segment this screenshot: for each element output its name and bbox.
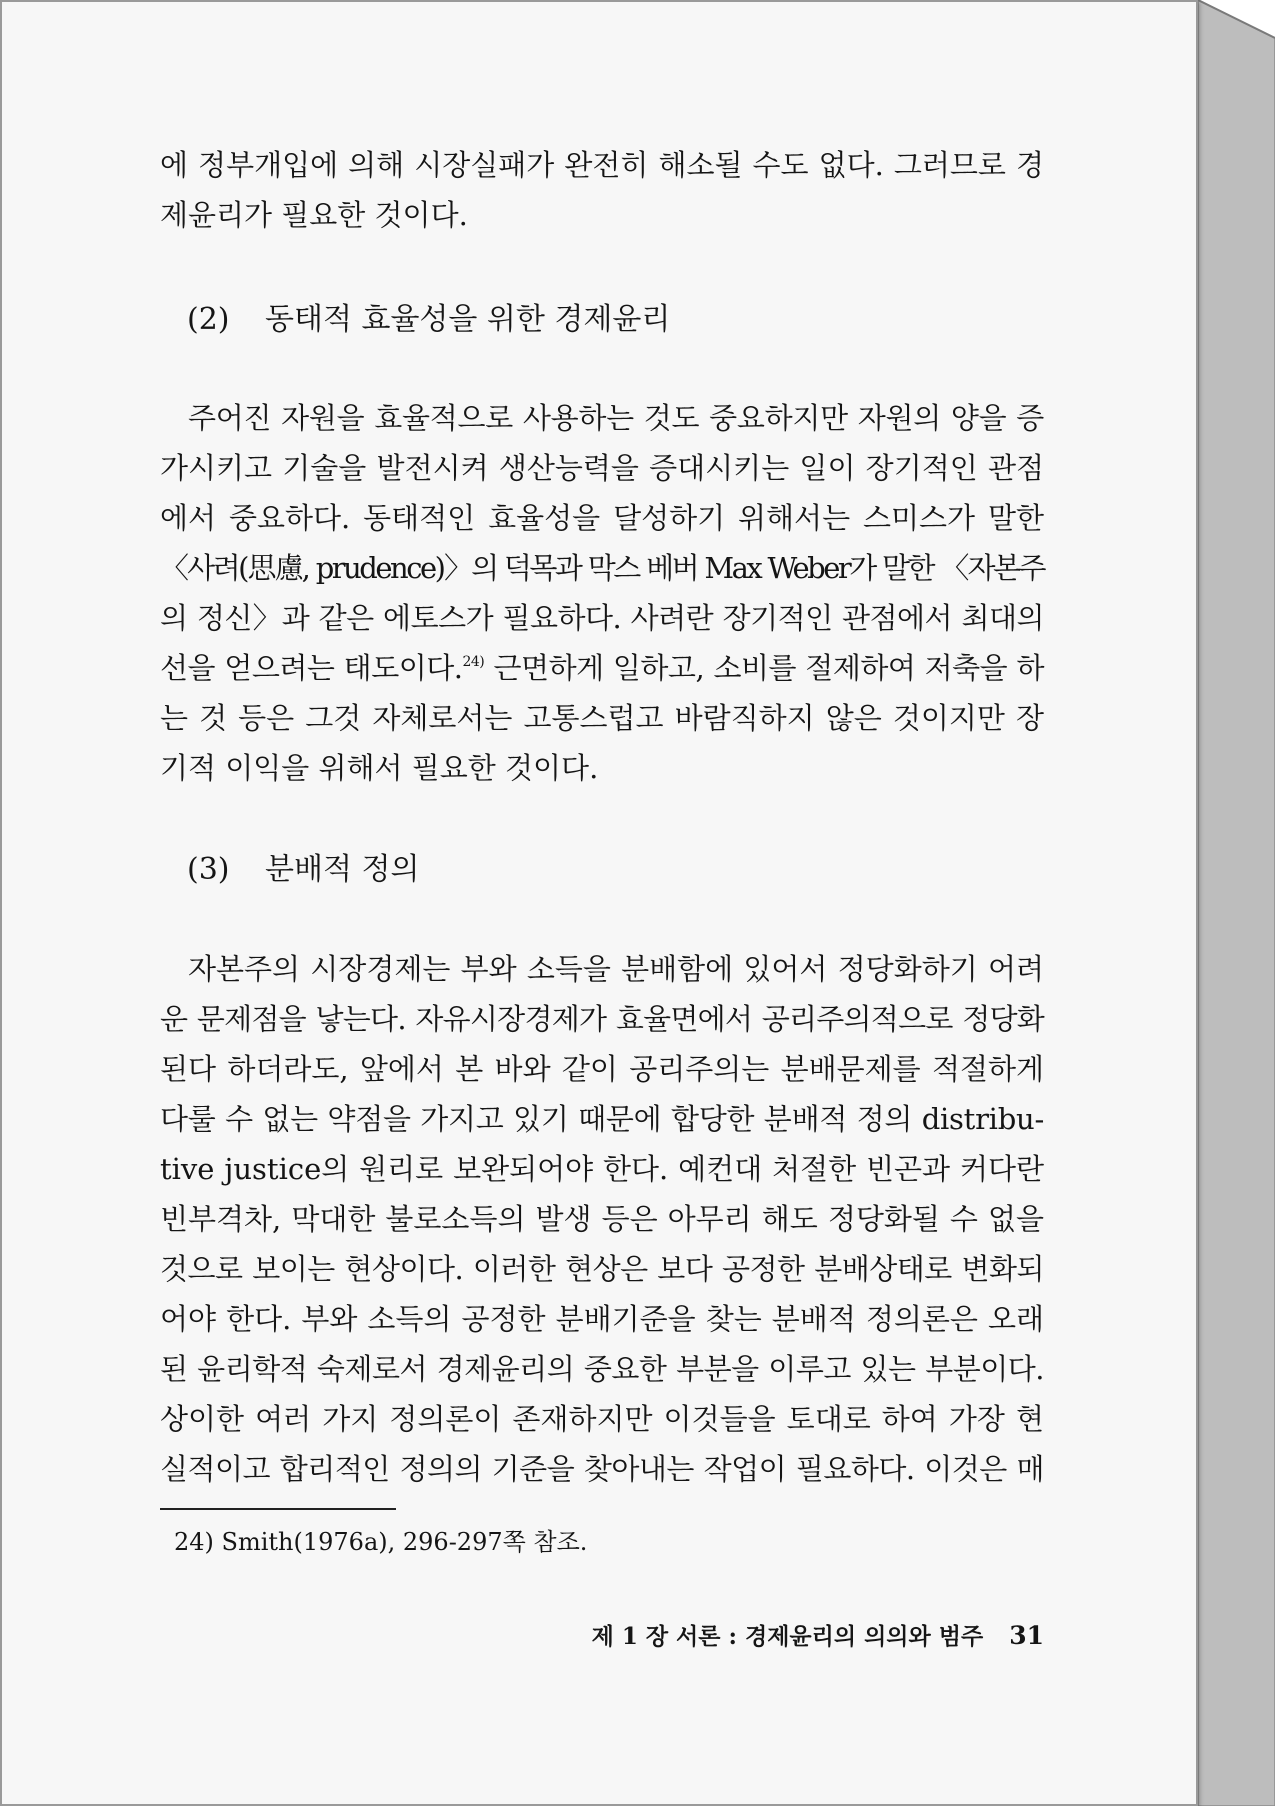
body-text: 근면하게 일하고, 소비를 절제하여 저축을 하 (484, 651, 1045, 685)
body-line: 제윤리가 필요한 것이다. (160, 198, 468, 232)
body-line: 〈사려(思慮, prudence)〉의 덕목과 막스 베버 Max Weber가 말한 〈자본주 (160, 551, 1044, 585)
body-line: 기적 이익을 위해서 필요한 것이다. (160, 751, 599, 785)
paragraph-first-line: 자본주의 시장경제는 부와 소득을 분배함에 있어서 정당화하기 어려 (188, 952, 1044, 986)
body-line-with-footnote-ref (160, 648, 1044, 688)
body-line: 의 정신〉과 같은 에토스가 필요하다. 사려란 장기적인 관점에서 최대의 (160, 601, 1044, 635)
section-title: 분배적 정의 (265, 852, 420, 887)
body-line: 된다 하더라도, 앞에서 본 바와 같이 공리주의는 분배문제를 적절하게 (160, 1052, 1044, 1086)
body-line: 운 문제점을 낳는다. 자유시장경제가 효율면에서 공리주의적으로 정당화 (160, 1002, 1044, 1036)
body-line: 에 정부개입에 의해 시장실패가 완전히 해소될 수도 없다. 그러므로 경 (160, 148, 1044, 182)
body-line: 것으로 보이는 현상이다. 이러한 현상은 보다 공정한 분배상태로 변화되 (160, 1252, 1044, 1286)
body-line: 된 윤리학적 숙제로서 경제윤리의 중요한 부분을 이루고 있는 부분이다. (160, 1352, 1044, 1386)
body-line: 어야 한다. 부와 소득의 공정한 분배기준을 찾는 분배적 정의론은 오래 (160, 1302, 1044, 1336)
body-line: 에서 중요하다. 동태적인 효율성을 달성하기 위해서는 스미스가 말한 (160, 501, 1044, 535)
section-number: (2) (187, 302, 230, 337)
body-line: 다룰 수 없는 약점을 가지고 있기 때문에 합당한 분배적 정의 distribu- (160, 1102, 1044, 1136)
book-edge-decoration (1198, 0, 1275, 1806)
body-line: 는 것 등은 그것 자체로서는 고통스럽고 바람직하지 않은 것이지만 장 (160, 701, 1044, 735)
footnote-divider (160, 1508, 396, 1510)
body-line: tive justice의 원리로 보완되어야 한다. 예컨대 처절한 빈곤과 커다란 (160, 1152, 1044, 1186)
body-line: 실적이고 합리적인 정의의 기준을 찾아내는 작업이 필요하다. 이것은 매 (160, 1452, 1044, 1486)
section-title: 동태적 효율성을 위한 경제윤리 (265, 302, 671, 337)
page-number: 31 (1009, 1621, 1044, 1650)
body-line: 상이한 여러 가지 정의론이 존재하지만 이것들을 토대로 하여 가장 현 (160, 1402, 1044, 1436)
body-text: 선을 얻으려는 태도이다. (160, 651, 463, 685)
body-line: 가시키고 기술을 발전시켜 생산능력을 증대시키는 일이 장기적인 관점 (160, 451, 1044, 485)
footnote-reference: 24) (462, 654, 485, 670)
paragraph-first-line: 주어진 자원을 효율적으로 사용하는 것도 중요하지만 자원의 양을 증 (188, 401, 1044, 435)
section-number: (3) (187, 852, 230, 887)
running-footer (562, 1620, 1044, 1653)
section-heading-2 (187, 300, 670, 340)
section-heading-3 (187, 850, 419, 890)
footnote: 24) Smith(1976a), 296-297쪽 참조. (174, 1528, 588, 1556)
body-line: 빈부격차, 막대한 불로소득의 발생 등은 아무리 해도 정당화될 수 없을 (160, 1202, 1044, 1236)
running-title: 제 1 장 서론 : 경제윤리의 의의와 범주 (591, 1623, 984, 1650)
